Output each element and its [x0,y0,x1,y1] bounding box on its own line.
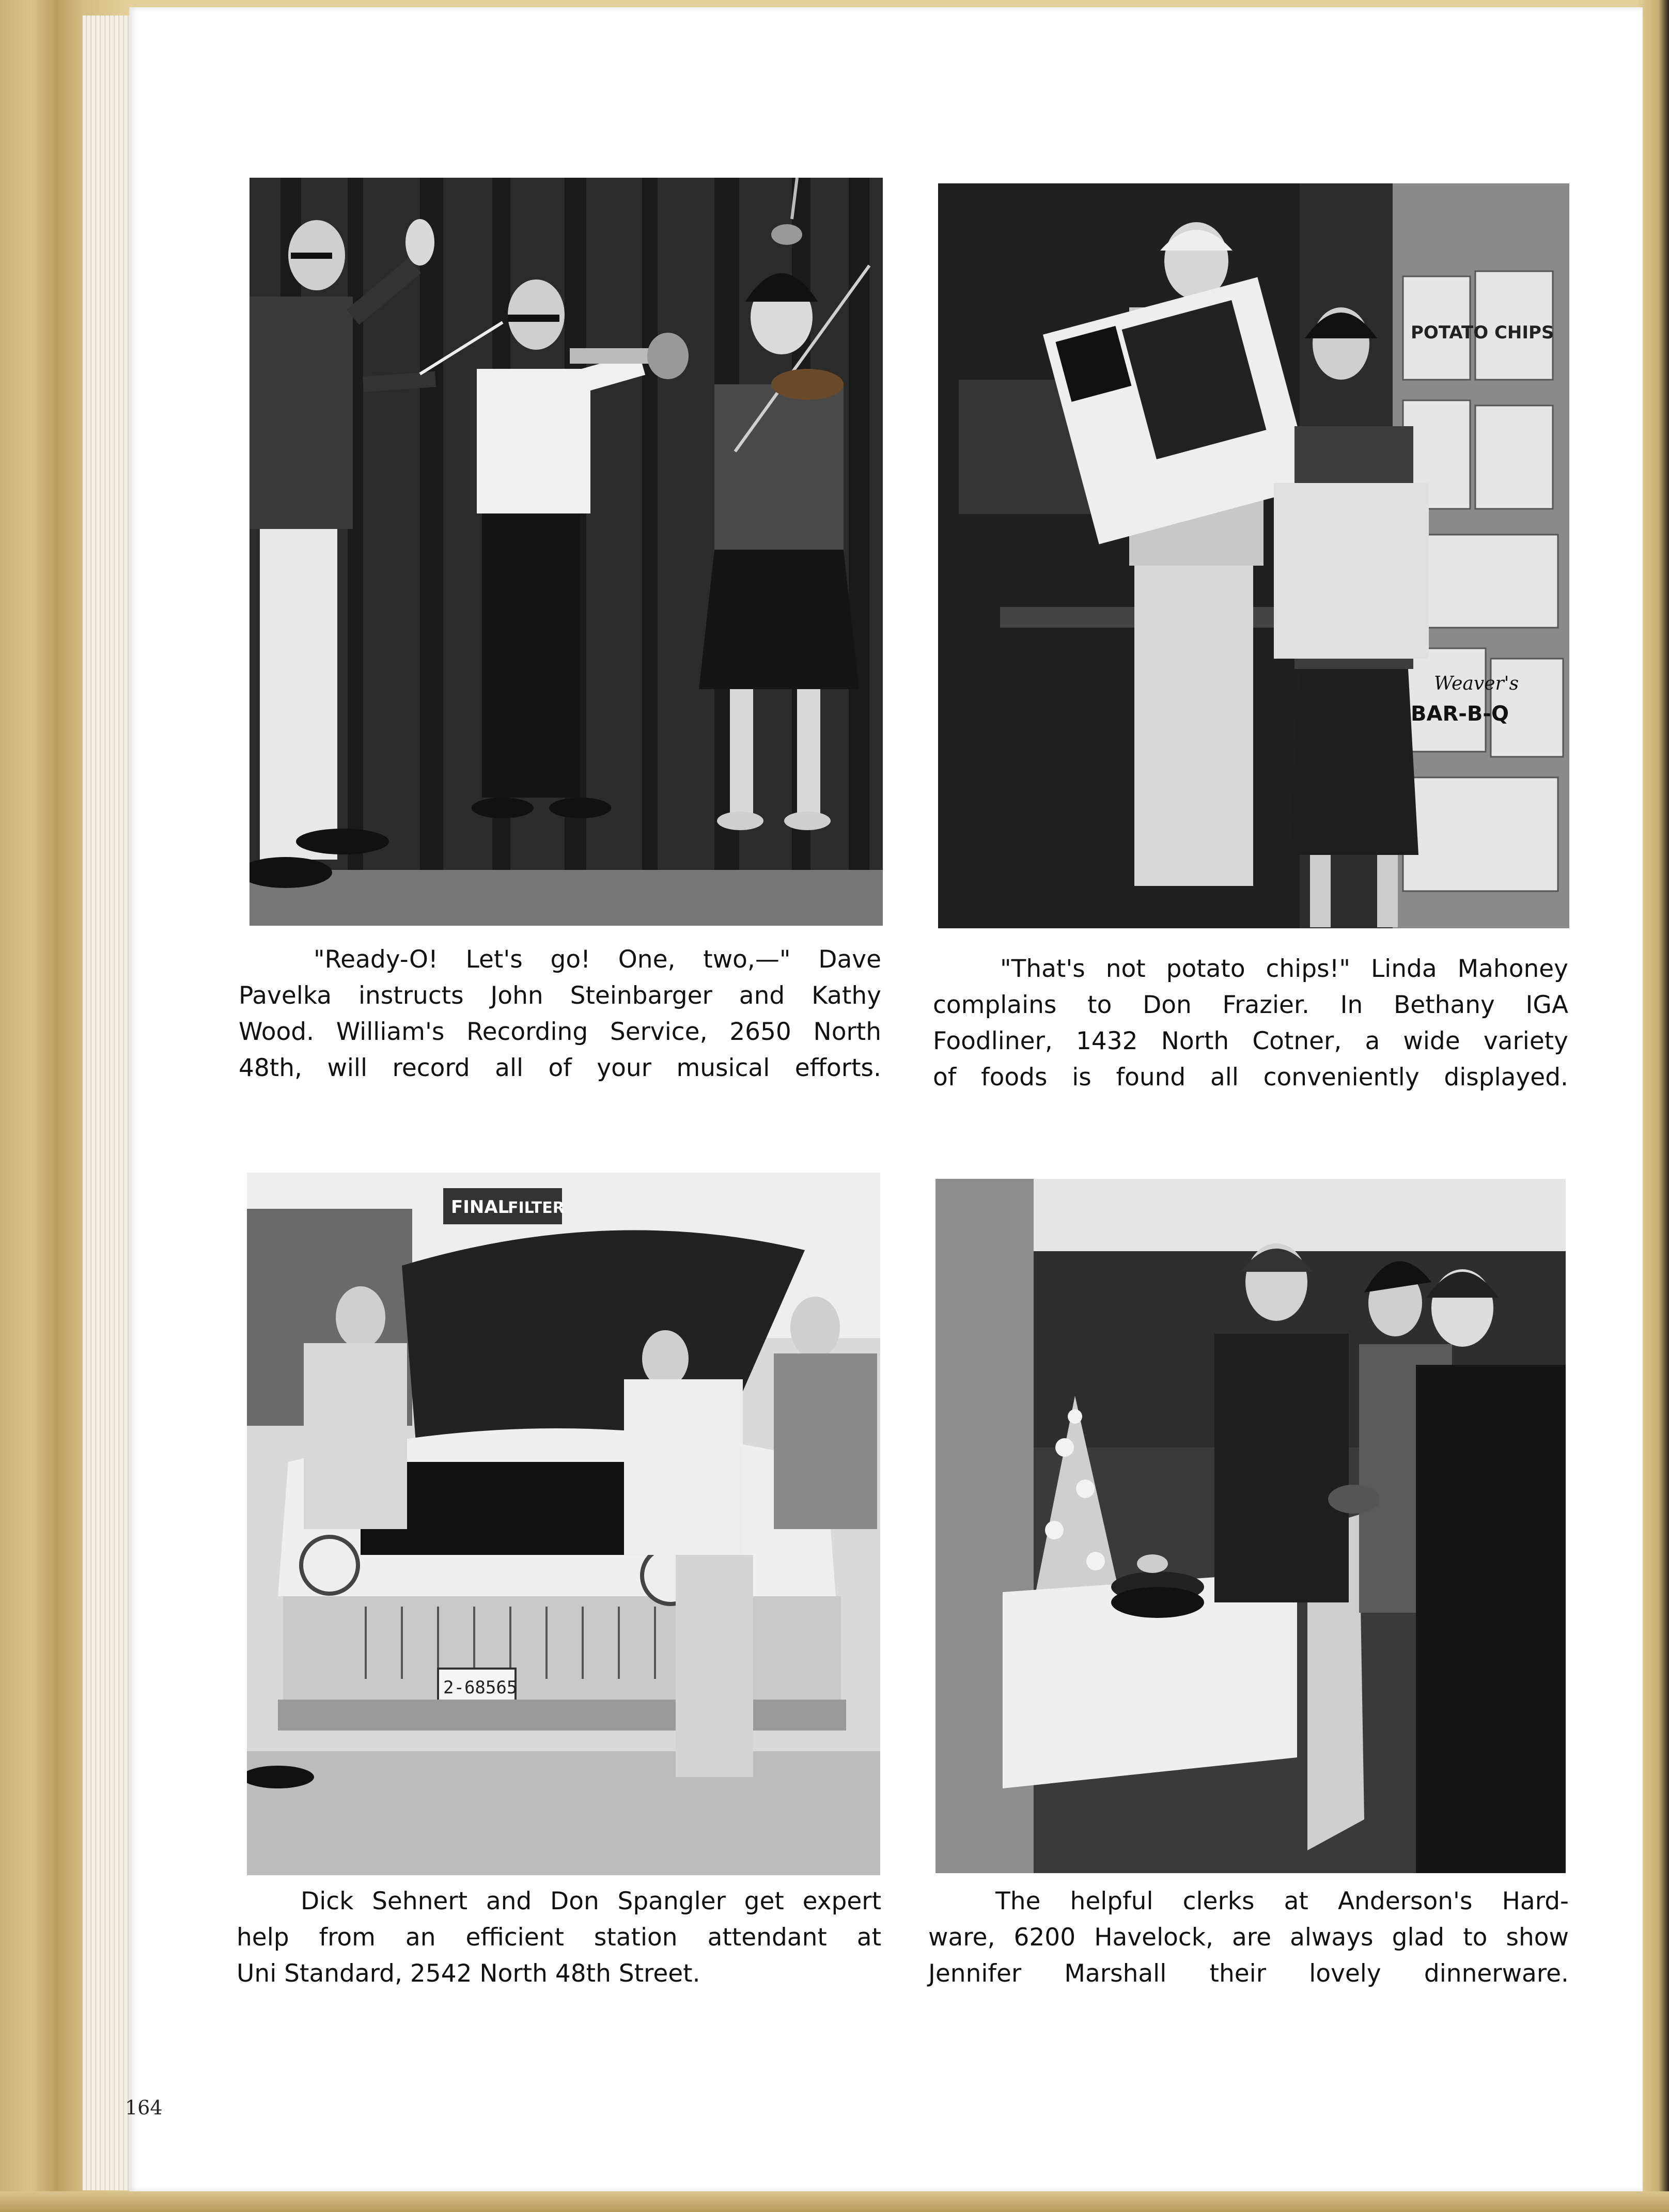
chip-bag-label: POTATO CHIPS [1411,322,1554,343]
license-plate-number: 2-68565 [443,1677,518,1698]
caption-line: ware, 6200 Havelock, are always glad to show [928,1923,1569,1952]
photo-service-station [247,1173,880,1875]
caption-line: of foods is found all conveniently displayed. [933,1063,1568,1092]
photo-grocery-store [938,183,1569,928]
caption-line: Pavelka instructs John Steinbarger and Kathy [239,982,881,1010]
station-sign-filter: FILTER [508,1199,565,1217]
page-stack [83,15,129,2190]
caption-line: Wood. William's Recording Service, 2650 North [239,1018,881,1046]
caption-line: Uni Standard, 2542 North 48th Street. [237,1959,700,1988]
caption-line: "Ready-O! Let's go! One, two,—" Dave [314,945,881,974]
station-sign-final: FINAL [451,1197,509,1218]
caption-line: Dick Sehnert and Don Spangler get expert [301,1887,881,1915]
caption-line: help from an efficient station attendant at [237,1923,881,1952]
caption-line: The helpful clerks at Anderson's Hard- [995,1887,1569,1915]
caption-line: 48th, will record all of your musical efforts. [239,1054,881,1082]
photo-recording-service [249,178,883,926]
caption-grocery-store [933,951,1568,1096]
caption-line: Foodliner, 1432 North Cotner, a wide variety [933,1027,1568,1055]
photo-hardware-store [935,1179,1566,1873]
page-number: 164 [125,2096,163,2119]
caption-line: complains to Don Frazier. In Bethany IGA [933,991,1568,1019]
caption-hardware-store [928,1883,1569,1992]
weavers-label: Weaver's [1434,673,1519,694]
caption-line: Jennifer Marshall their lovely dinnerware. [928,1959,1569,1988]
caption-recording-service [239,942,881,1086]
book-bottom-edge [0,2191,1669,2212]
book-right-edge [1638,0,1669,2212]
bar-b-q-label: BAR-B-Q [1411,702,1509,726]
caption-line: "That's not potato chips!" Linda Mahoney [1000,955,1568,983]
caption-service-station [237,1883,881,1992]
